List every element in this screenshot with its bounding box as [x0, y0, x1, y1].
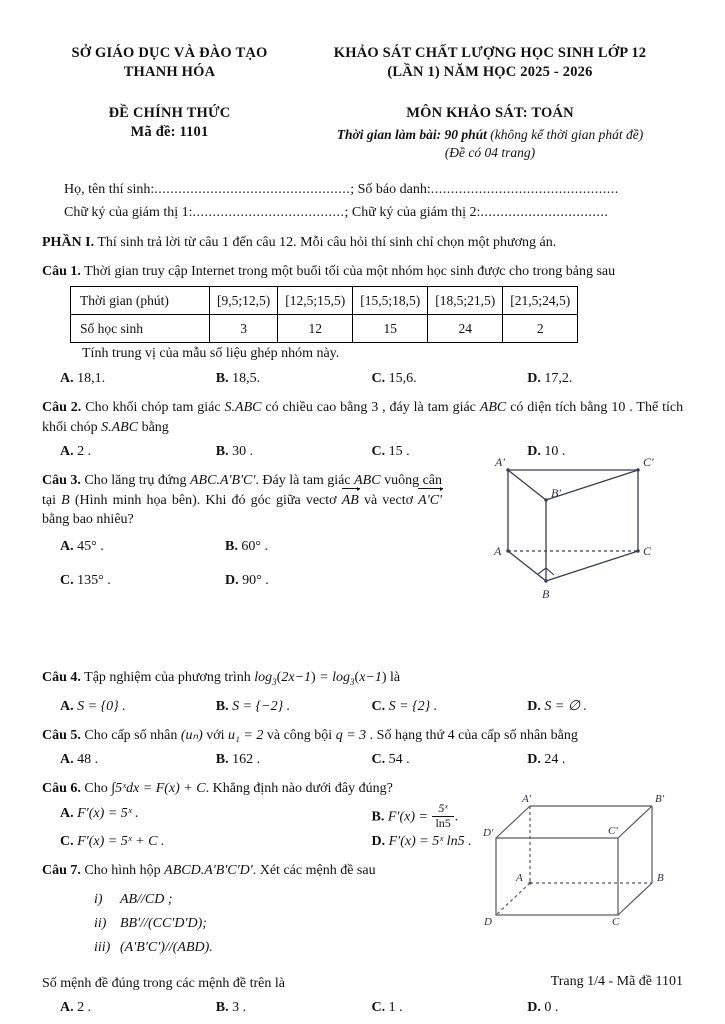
q6-answer-c-text: F′(x) = 5ˣ + C . — [77, 834, 165, 850]
q2-triangle-symbol: ABC — [479, 400, 507, 415]
q7-answer-a-text: 2 . — [77, 1000, 92, 1016]
subject-line: MÔN KHẢO SÁT: TOÁN — [406, 105, 574, 121]
letter-c: C. — [60, 572, 74, 588]
q2-answer-d-text: 10 . — [544, 444, 566, 459]
q4-answer-a[interactable] — [60, 696, 216, 717]
question-1-note: Tính trung vị của mẫu số liệu ghép nhóm này. — [82, 346, 340, 361]
letter-a: A. — [60, 752, 74, 768]
letter-b: B. — [215, 444, 229, 459]
question-5-text — [42, 726, 683, 746]
question-5-answers — [42, 749, 683, 770]
q2-part-4: bằng — [141, 419, 169, 435]
q2-part-3: có diện tích bằng 10 . Thể tích khối chóp — [42, 400, 684, 435]
box-label-d-prime: D′ — [483, 827, 494, 839]
figure-rectangular-box — [478, 792, 678, 927]
prism-label-a: A — [494, 544, 502, 558]
letter-c: C. — [371, 752, 386, 768]
letter-d: D. — [527, 1000, 541, 1016]
candidate-name-dots: ................................................. — [154, 182, 351, 197]
q4-part-1: Tập nghiệm của phương trình — [84, 669, 251, 685]
q2-part-1: Cho khối chóp tam giác — [85, 400, 221, 415]
interval-cell-1: [9,5;12,5) — [210, 287, 278, 315]
count-cell-4: 24 — [428, 315, 503, 343]
letter-a: A. — [60, 538, 74, 554]
q5-answer-d[interactable] — [527, 749, 683, 770]
q1-answer-d[interactable] — [527, 368, 683, 389]
question-3-number: Câu 3. — [42, 473, 81, 488]
candidate-name-row — [42, 178, 683, 201]
table-row-intervals — [71, 287, 578, 315]
q6-fraction-denominator: ln5 — [432, 816, 453, 831]
letter-b: B. — [371, 809, 385, 825]
prism-label-a-prime: A′ — [495, 455, 505, 469]
question-2-text — [42, 398, 683, 437]
survey-title-line-1: KHẢO SÁT CHẤT LƯỢNG HỌC SINH LỚP 12 — [333, 45, 647, 61]
letter-a: A. — [60, 371, 74, 386]
department-line-1: SỞ GIÁO DỤC VÀ ĐÀO TẠO — [71, 45, 268, 61]
q4-equation: $\log_3(2x-1) = \log_3(x-1)$ — [254, 669, 387, 687]
q4-part-2: là — [390, 669, 401, 685]
letter-d: D. — [527, 752, 541, 768]
table-row-counts — [71, 315, 578, 343]
question-1-number: Câu 1. — [42, 263, 81, 279]
exam-code-label: Mã đề: 1101 — [130, 124, 209, 140]
prism-label-c-prime: C′ — [643, 455, 654, 469]
q5-part-1: Cho cấp số nhân — [84, 727, 178, 743]
letter-c: C. — [371, 1000, 386, 1016]
interval-cell-4: [18,5;21,5) — [428, 287, 503, 315]
q7-answer-d-text: 0 . — [544, 1000, 559, 1016]
question-7-text — [42, 861, 432, 881]
q2-answer-b-text: 30 . — [232, 444, 254, 459]
q3-answer-a-text: 45° . — [77, 538, 104, 554]
box-label-d: D — [484, 916, 492, 927]
letter-d: D. — [371, 834, 386, 850]
letter-a: A. — [60, 444, 74, 459]
question-1-answers — [42, 368, 683, 389]
q3-vector-ab: AB — [342, 491, 359, 511]
letter-b: B. — [215, 1000, 229, 1016]
q5-answer-b-text: 162 . — [232, 752, 261, 768]
row-label-time: Thời gian (phút) — [71, 287, 210, 315]
q4-answer-c[interactable] — [372, 696, 528, 717]
question-7-closing: Số mệnh đề đúng trong các mệnh đề trên là — [42, 975, 285, 991]
question-5-number: Câu 5. — [42, 727, 81, 743]
q3-answer-c-text: 135° . — [77, 572, 111, 588]
q3-prism-symbol: ABC.A'B'C' — [190, 473, 256, 488]
q7-box-symbol: ABCD.A'B'C'D' — [164, 863, 253, 879]
q1-answer-c-text: 15,6. — [388, 371, 417, 386]
q3-part-4: (Hình minh họa bên). Khi đó góc giữa vectơ — [74, 492, 337, 508]
q2-answer-a-text: 2 . — [77, 444, 92, 459]
q4-answer-a-text: S = {0} . — [77, 698, 126, 714]
q7-part-1: Cho hình hộp — [84, 863, 161, 879]
q6-answer-b-lead: F′(x) = — [387, 809, 428, 825]
q5-ratio: q = 3 — [335, 727, 367, 743]
q3-answer-b-text: 60° . — [241, 538, 268, 554]
q7-answer-d[interactable] — [527, 997, 683, 1018]
page-footer: Trang 1/4 - Mã đề 1101 — [550, 974, 683, 989]
question-4-text — [42, 668, 683, 692]
q7-answer-a[interactable] — [60, 997, 216, 1018]
question-1-statement: Thời gian truy cập Internet trong một buổi tối của một nhóm học sinh được cho trong bảng sau — [84, 263, 616, 279]
duration-note: (không kể thời gian phát đề) — [490, 127, 644, 142]
question-7-answers — [42, 997, 683, 1018]
q2-part-2: có chiều cao bằng 3 , đáy là tam giác — [265, 400, 476, 415]
interval-cell-5: [21,5;24,5) — [503, 287, 578, 315]
letter-d: D. — [527, 371, 541, 386]
q3-answer-a[interactable] — [60, 530, 225, 564]
q6-answer-d-text: F′(x) = 5ˣ ln5 . — [388, 834, 472, 850]
survey-title-line-2: (LẦN 1) NĂM HỌC 2025 - 2026 — [387, 64, 593, 80]
q5-part-4: . Số hạng thứ 4 của cấp số nhân bằng — [369, 727, 578, 743]
box-label-b: B — [657, 872, 664, 884]
q7-part-2: . Xét các mệnh đề sau — [252, 863, 376, 879]
candidate-number-label: ; Số báo danh: — [350, 182, 431, 197]
statement-ii-index: ii) — [94, 915, 107, 931]
question-3-text — [42, 471, 442, 530]
invigilator-row — [42, 201, 683, 224]
q3-vertex-b: B — [61, 492, 70, 508]
row-label-students: Số học sinh — [71, 315, 210, 343]
header-right-column — [297, 44, 683, 162]
q5-answer-d-text: 24 . — [544, 752, 566, 768]
q3-part-5: và vectơ — [363, 492, 414, 508]
q6-part-1: Cho — [84, 781, 108, 797]
q5-first-term: u₁ = 2 — [228, 727, 264, 743]
box-label-c-prime: C′ — [608, 825, 618, 837]
box-label-a-prime: A′ — [522, 793, 532, 805]
q5-answer-c-text: 54 . — [388, 752, 410, 768]
q2-answer-c-text: 15 . — [388, 444, 410, 459]
letter-a: A. — [60, 698, 74, 714]
part-1-label: PHẦN I. — [42, 235, 95, 250]
duration-line — [297, 125, 683, 144]
q3-answer-d-text: 90° . — [242, 572, 269, 588]
q3-part-2: . Đáy là tam giác — [255, 473, 351, 488]
q6-integral: ∫5ˣdx = F(x) + C — [111, 781, 206, 797]
q4-answer-b-text: S = {−2} . — [232, 698, 291, 714]
box-label-c: C — [612, 916, 620, 927]
q2-pyramid-symbol-2: S.ABC — [101, 419, 139, 435]
q5-part-2: với — [206, 727, 225, 743]
figure-triangular-prism — [478, 448, 683, 608]
letter-d: D. — [225, 572, 239, 588]
invigilator1-dots: ...................................... — [192, 205, 345, 220]
q2-pyramid-symbol: S.ABC — [224, 400, 262, 415]
letter-b: B. — [215, 371, 229, 386]
prism-label-c: C — [643, 544, 652, 558]
letter-d: D. — [527, 698, 541, 714]
letter-a: A. — [60, 805, 74, 821]
q7-answer-c-text: 1 . — [388, 1000, 403, 1016]
invigilator2-label: ; Chữ ký của giám thị 2: — [344, 205, 481, 220]
statement-iii — [94, 936, 683, 960]
q4-answer-d-text: S = ∅ . — [544, 698, 588, 714]
frequency-table — [70, 286, 578, 343]
q2-answer-b[interactable] — [216, 441, 372, 462]
q5-answer-a-text: 48 . — [77, 752, 99, 768]
q1-answer-b-text: 18,5. — [232, 371, 261, 386]
question-4-number: Câu 4. — [42, 669, 81, 685]
letter-a: A. — [60, 1000, 74, 1016]
department-line-2: THANH HÓA — [123, 64, 216, 80]
q5-answer-b[interactable] — [216, 749, 372, 770]
q7-answer-c[interactable] — [372, 997, 528, 1018]
question-2-number: Câu 2. — [42, 400, 82, 415]
letter-b: B. — [215, 752, 229, 768]
prism-label-b-prime: B′ — [551, 486, 561, 500]
q5-answer-c[interactable] — [372, 749, 528, 770]
q3-answer-d[interactable] — [225, 564, 390, 598]
prism-label-b: B — [542, 587, 550, 601]
count-cell-5: 2 — [503, 315, 578, 343]
letter-c: C. — [371, 698, 386, 714]
candidate-number-dots: ............................................... — [430, 182, 619, 197]
q3-triangle-symbol: ABC — [354, 473, 381, 488]
count-cell-1: 3 — [210, 315, 278, 343]
q6-answer-a[interactable] — [60, 803, 372, 832]
q5-answer-a[interactable] — [60, 749, 216, 770]
q6-answer-c[interactable] — [60, 831, 372, 852]
q2-answer-a[interactable] — [60, 441, 216, 462]
question-6-number: Câu 6. — [42, 781, 81, 797]
q7-answer-b-text: 3 . — [232, 1000, 247, 1016]
count-cell-3: 15 — [353, 315, 428, 343]
q3-vector-acprime: A'C' — [418, 491, 442, 511]
q1-answer-c[interactable] — [372, 368, 528, 389]
letter-b: B. — [225, 538, 238, 554]
letter-c: C. — [371, 371, 386, 386]
part-1-text: Thí sinh trả lời từ câu 1 đến câu 12. Mỗi câu hỏi thí sinh chỉ chọn một phương án. — [97, 235, 557, 250]
duration-label: Thời gian làm bài: 90 phút — [336, 127, 487, 142]
question-7-number: Câu 7. — [42, 863, 81, 879]
q1-answer-a-text: 18,1. — [77, 371, 106, 386]
document-header — [0, 0, 725, 162]
statement-iii-index: iii) — [94, 939, 111, 955]
q3-part-3: vuông cân tại — [42, 473, 443, 508]
q6-answer-b-fraction — [432, 802, 453, 831]
letter-c: C. — [60, 834, 74, 850]
question-4-answers — [42, 696, 683, 717]
q5-sequence-symbol: (uₙ) — [180, 727, 203, 743]
box-label-b-prime: B′ — [655, 793, 665, 805]
q6-fraction-numerator: 5ˣ — [438, 800, 448, 815]
invigilator1-label: Chữ ký của giám thị 1: — [64, 205, 193, 220]
q4-answer-b[interactable] — [216, 696, 372, 717]
header-left-column — [42, 44, 297, 162]
statement-i-text: AB//CD ; — [120, 891, 173, 907]
q5-part-3: và công bội — [266, 727, 333, 743]
statement-ii-text: BB′//(CC′D′D); — [120, 915, 207, 931]
letter-d: D. — [527, 444, 541, 459]
q3-answer-b[interactable] — [225, 530, 390, 564]
q6-answer-a-text: F′(x) = 5ˣ . — [77, 805, 139, 821]
q7-answer-b[interactable] — [216, 997, 372, 1018]
q6-answer-b-period: . — [454, 809, 459, 825]
q1-answer-a[interactable] — [60, 368, 216, 389]
q3-part-1: Cho lăng trụ đứng — [84, 473, 187, 488]
q4-answer-d[interactable] — [527, 696, 683, 717]
statement-i-index: i) — [94, 891, 103, 907]
page-count-note: (Đề có 04 trang) — [444, 145, 536, 160]
q6-part-2: . Khẳng định nào dưới đây đúng? — [205, 781, 393, 797]
candidate-name-label: Họ, tên thí sinh: — [64, 182, 155, 197]
statement-iii-text: (A′B′C′)//(ABD). — [120, 939, 213, 955]
q4-answer-c-text: S = {2} . — [388, 698, 438, 714]
count-cell-2: 12 — [278, 315, 353, 343]
invigilator2-dots: ................................ — [480, 205, 609, 220]
letter-c: C. — [371, 444, 386, 459]
box-label-a: A — [516, 872, 523, 884]
interval-cell-3: [15,5;18,5) — [353, 287, 428, 315]
official-exam-label: ĐỀ CHÍNH THỨC — [108, 105, 231, 121]
q1-answer-d-text: 17,2. — [544, 371, 573, 386]
question-3-answers — [42, 530, 390, 598]
part-1-instruction — [42, 233, 683, 253]
letter-b: B. — [215, 698, 229, 714]
q1-answer-b[interactable] — [216, 368, 372, 389]
interval-cell-2: [12,5;15,5) — [278, 287, 353, 315]
q3-answer-c[interactable] — [60, 564, 225, 598]
candidate-info — [0, 178, 725, 224]
q3-part-6: bằng bao nhiêu? — [42, 512, 134, 527]
question-1-text — [42, 262, 683, 282]
